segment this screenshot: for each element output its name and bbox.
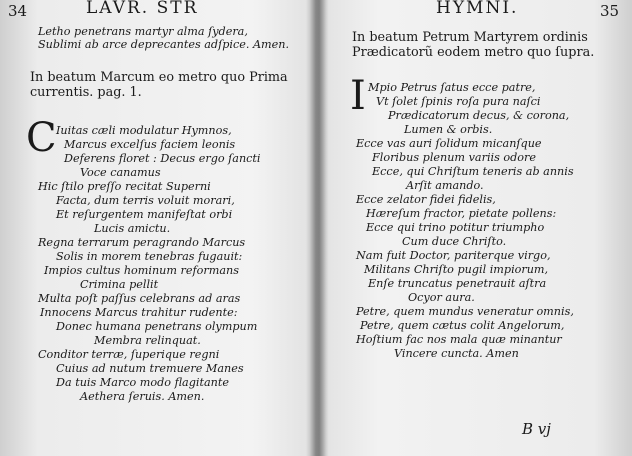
hymn-line: Arſit amando. [406, 179, 484, 192]
hymn-line: Da tuis Marco modo flagitante [56, 376, 229, 389]
hymn-line: Ecce, qui Chriſtum teneris ab annis [372, 165, 574, 178]
top-line: Sublimi ab arce deprecantes adſpice. Amen. [38, 38, 290, 51]
hymn-line: Iuitas cæli modulatur Hymnos, [56, 124, 232, 137]
hymn-line: Marcus excelſus faciem leonis [64, 138, 236, 151]
hymn-heading-left: currentis. pag. 1. [30, 85, 142, 100]
hymn-line: Donec humana penetrans olympum [56, 320, 258, 333]
hymn-line: Aethera ſeruis. Amen. [80, 390, 205, 403]
hymn-line: Voce canamus [80, 166, 161, 179]
drop-cap-right: I [350, 73, 366, 119]
hymn-line: Floribus plenum variis odore [372, 151, 536, 164]
hymn-heading-right: In beatum Petrum Martyrem ordinis [352, 30, 588, 45]
hymn-line: Mpio Petrus ſatus ecce patre, [368, 81, 536, 94]
hymn-line: Ecce vas auri ſolidum micanſque [356, 137, 542, 150]
hymn-line: Deferens floret : Decus ergo ſancti [64, 152, 261, 165]
page-number-left: 34 [8, 2, 28, 20]
hymn-line: Vt ſolet ſpinis roſa pura naſci [376, 95, 541, 108]
hymn-line: Et reſurgentem manifeſtat orbi [56, 208, 233, 221]
running-head-left: LAVR. STR [86, 0, 199, 18]
page-number-right: 35 [600, 2, 620, 20]
hymn-line: Lumen & orbis. [404, 123, 493, 136]
hymn-heading-left: In beatum Marcum eo metro quo Prima [30, 70, 288, 85]
running-head-right: HYMNI. [436, 0, 519, 18]
hymn-line: Lucis amictu. [94, 222, 171, 235]
hymn-line: Regna terrarum peragrando Marcus [38, 236, 246, 249]
hymn-line: Petre, quem cætus colit Angelorum, [360, 319, 565, 332]
hymn-line: Ecce qui trino potitur triumpho [366, 221, 545, 234]
hymn-line: Solis in morem tenebras fugauit: [56, 250, 243, 263]
drop-cap-left: C [26, 115, 57, 161]
hymn-line: Cum duce Chriſto. [402, 235, 507, 248]
hymn-line: Crimina pellit [80, 278, 159, 291]
hymn-line: Impios cultus hominum reformans [44, 264, 239, 277]
hymn-line: Facta, dum terris voluit morari, [56, 194, 235, 207]
hymn-line: Prædicatorum decus, & corona, [388, 109, 570, 122]
hymn-line: Membra relinquat. [94, 334, 201, 347]
hymn-heading-right: Prædicatorũ eodem metro quo ſupra. [352, 45, 595, 60]
hymn-line: Petre, quem mundus veneratur omnis, [356, 305, 574, 318]
hymn-line: Enſe truncatus penetrauit aſtra [368, 277, 547, 290]
signature-mark: B vj [522, 420, 551, 438]
hymn-line: Cuius ad nutum tremuere Manes [56, 362, 244, 375]
hymn-line: Ocyor aura. [408, 291, 475, 304]
hymn-line: Multa poſt paſſus celebrans ad aras [38, 292, 241, 305]
hymn-line: Hæreſum fractor, pietate pollens: [366, 207, 557, 220]
top-line: Letho penetrans martyr alma ſydera, [38, 25, 248, 38]
hymn-line: Nam fuit Doctor, pariterque virgo, [356, 249, 551, 262]
right-page [316, 0, 632, 456]
hymn-line: Vincere cuncta. Amen [394, 347, 519, 360]
hymn-line: Conditor terræ, ſuperique regni [38, 348, 220, 361]
hymn-line: Ecce zelator fidei fidelis, [356, 193, 496, 206]
hymn-line: Militans Chriſto pugil impiorum, [364, 263, 549, 276]
hymn-line: Hoſtium fac nos mala quæ minantur [356, 333, 562, 346]
hymn-line: Hic ſtilo preſſo recitat Superni [38, 180, 211, 193]
hymn-line: Innocens Marcus trahitur rudente: [40, 306, 238, 319]
